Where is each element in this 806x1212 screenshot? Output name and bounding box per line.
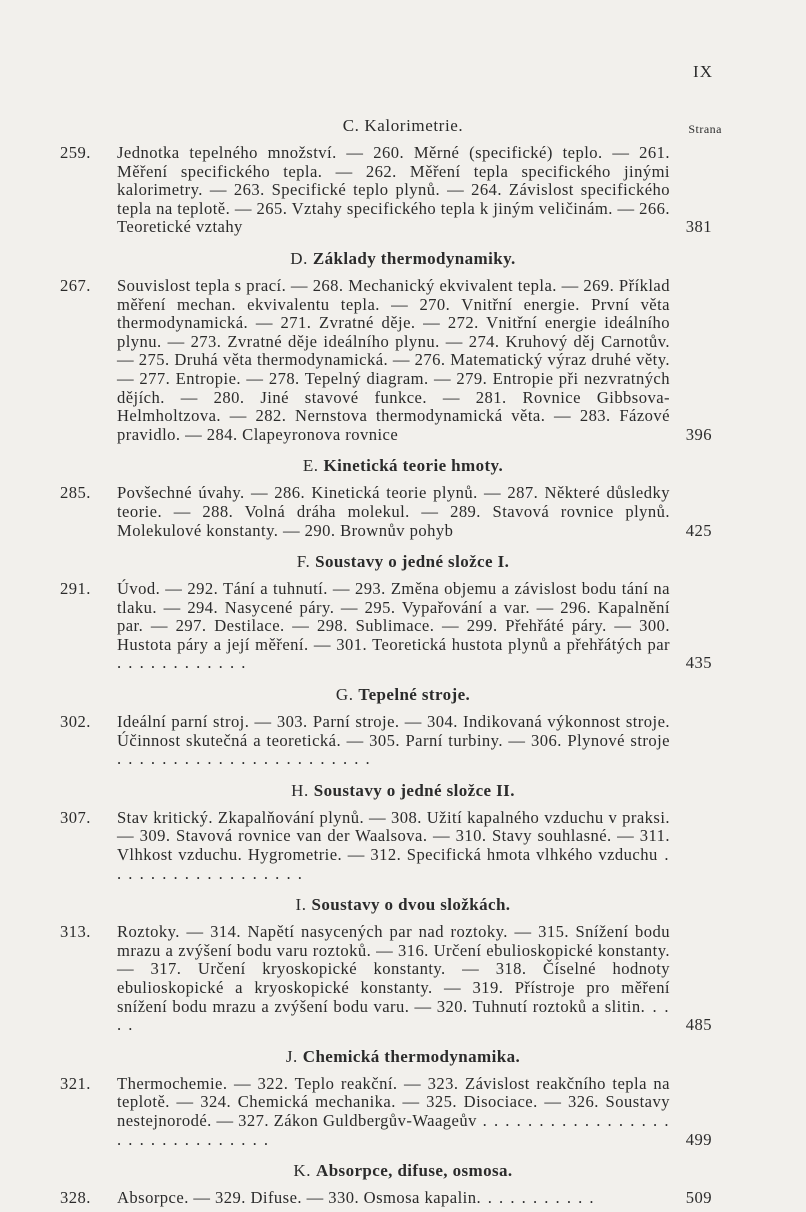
section-letter: D. — [290, 248, 308, 268]
section-heading-c — [0, 108, 806, 144]
entry-number: 328. — [60, 1188, 91, 1208]
entry-number: 313. — [60, 922, 91, 942]
section-title: C. Kalorimetrie. — [342, 116, 464, 135]
section-heading-f — [0, 544, 806, 580]
entry-number: 259. — [60, 143, 91, 162]
toc-entry — [0, 580, 806, 673]
entry-page: 396 — [685, 424, 712, 444]
section-letter: H. — [291, 780, 309, 800]
strana-label: Strana — [688, 122, 722, 136]
page-number: IX — [693, 62, 713, 81]
toc-entry — [0, 144, 806, 237]
entry-text: Thermochemie. — 322. Teplo reakční. — 323. Závislost reakčního tepla na teplotě. — 324. Chemická mechanika. — 325. Disociace. — 326. Soustavy nestejnorodé. — 327. Zákon Guldbergův-Waageův — [117, 1073, 670, 1130]
entry-text: Povšechné úvahy. — 286. Kinetická teorie plynů. — 287. Některé důsledky teorie. — 288. Volná dráha molekul. — 289. Stavová rovnice plynů. Molekulové konstanty. — 290. Brownův pohyb — [117, 483, 670, 540]
entry-text: Souvislost tepla s prací. — 268. Mechanický ekvivalent tepla. — 269. Příklad měření mechan. ekvivalentu tepla. — 270. Vnitřní energie. První věta thermodynamická. — 271. Zvratné děje. — 272. Vnitřní energie ideálního plynu. — 273. Zvratné děje ideálního plynu. — 274. Kruhový děj Carnotův. — 275. Druhá věta thermodynamická. — 276. Matematický výraz druhé věty. — 277. Entropie. — 278. Tepelný diagram. — 279. Entropie při nezvratných dějích. — 280. Jiné stavové funkce. — 281. Rovnice Gibbsova-Helmholtzova. — 282. Nernstova thermodynamická věta. — 283. Fázové pravidlo. — 284. Clapeyronova rovnice — [117, 275, 670, 444]
table-of-contents — [0, 108, 806, 1212]
entry-page: 435 — [685, 653, 712, 673]
entry-number: 285. — [60, 483, 91, 503]
leader-dots: . . . . . . . . . . . . . . . . . . — [117, 845, 670, 883]
section-letter: G. — [335, 685, 354, 705]
section-heading-j — [0, 1039, 806, 1075]
leader-dots: . . . . . . . . . . . . — [117, 653, 247, 673]
section-title: Tepelné stroje. — [358, 685, 471, 705]
section-heading-i — [0, 887, 806, 923]
section-title: Soustavy o dvou složkách. — [311, 895, 511, 915]
toc-entry — [0, 1075, 806, 1149]
entry-number: 291. — [60, 579, 91, 599]
section-title: Kinetická teorie hmoty. — [323, 456, 504, 476]
section-letter: K. — [293, 1161, 312, 1181]
section-title: Soustavy o jedné složce I. — [315, 552, 510, 572]
toc-entry — [0, 923, 806, 1035]
toc-entry — [0, 484, 806, 540]
section-letter: J. — [285, 1046, 298, 1066]
section-letter: F. — [296, 552, 311, 572]
leader-dots: . . . . . — [117, 996, 670, 1035]
section-heading-g — [0, 677, 806, 713]
section-title: Absorpce, difuse, osmosa. — [316, 1161, 513, 1181]
section-letter: I. — [295, 895, 307, 915]
entry-text: Roztoky. — 314. Napětí nasycených par nad roztoky. — 315. Snížení bodu mrazu a zvýšení bodu varu roztoků. — 316. Určení ebulioskopické konstanty. — 317. Určení kryoskopické konstanty. — 318. Číselné hodnoty ebulioskopické a kryoskopické konstanty. — 319. Přístroje pro měření snížení bodu mrazu a zvýšení bodu varu. — 320. Tuhnutí roztoků a slitin — [117, 922, 670, 1016]
entry-text: Absorpce. — 329. Difuse. — 330. Osmosa kapalin — [117, 1188, 477, 1208]
entry-page: 499 — [685, 1129, 712, 1149]
leader-dots: . . . . . . . . . . . . . . . . . . . . . . . . . . . . . . . — [117, 1110, 670, 1149]
entry-page: 509 — [685, 1188, 712, 1208]
section-heading-h — [0, 773, 806, 809]
section-heading-k — [0, 1153, 806, 1189]
entry-page: 485 — [685, 1015, 712, 1035]
entry-number: 267. — [60, 275, 91, 295]
entry-text: Ideální parní stroj. — 303. Parní stroje. — 304. Indikovaná výkonnost stroje. Účinnost skutečná a teoretická. — 305. Parní turbiny. — 306. Plynové stroje — [117, 712, 670, 750]
section-letter: E. — [302, 456, 319, 476]
section-title: Chemická thermodynamika. — [302, 1046, 521, 1066]
entry-number: 307. — [60, 807, 91, 827]
entry-page: 425 — [685, 520, 712, 540]
section-title: Základy thermodynamiky. — [312, 248, 516, 268]
toc-entry — [0, 713, 806, 769]
entry-text: Stav kritický. Zkapalňování plynů. — 308. Užití kapalného vzduchu v praksi. — 309. Stavová rovnice van der Waalsova. — 310. Stavy souhlasné. — 311. Vlhkost vzduchu. Hygrometrie. — 312. Specifická hmota vlhkého vzduchu — [117, 807, 670, 865]
entry-page: 381 — [685, 217, 712, 237]
entry-number: 321. — [60, 1073, 91, 1093]
entry-text: Úvod. — 292. Tání a tuhnutí. — 293. Změna objemu a závislost bodu tání na tlaku. — 294. Nasycené páry. — 295. Vypařování a var. — 296. Kapalnění par. — 297. Destilace. — 298. Sublimace. — 299. Přehřáté páry. — 300. Hustota páry a její měření. — 301. Teoretická hustota plynů a přehřátých par — [117, 579, 670, 654]
section-heading-d — [0, 241, 806, 277]
toc-entry — [0, 277, 806, 444]
toc-entry — [0, 809, 806, 883]
entry-text: Jednotka tepelného množství. — 260. Měrné (specifické) teplo. — 261. Měření specifického tepla. — 262. Měření tepla specifického jinými kalorimetry. — 263. Specifické teplo plynů. — 264. Závislost specifického tepla na teplotě. — 265. Vztahy specifického tepla k jiným veličinám. — 266. Teoretické vztahy — [117, 143, 670, 237]
leader-dots: . . . . . . . . . . . — [476, 1188, 596, 1208]
section-title: Soustavy o jedné složce II. — [313, 780, 515, 800]
leader-dots: . . . . . . . . . . . . . . . . . . . . . . . — [117, 749, 372, 769]
entry-number: 302. — [60, 712, 91, 732]
toc-entry — [0, 1189, 806, 1208]
section-heading-e — [0, 448, 806, 484]
